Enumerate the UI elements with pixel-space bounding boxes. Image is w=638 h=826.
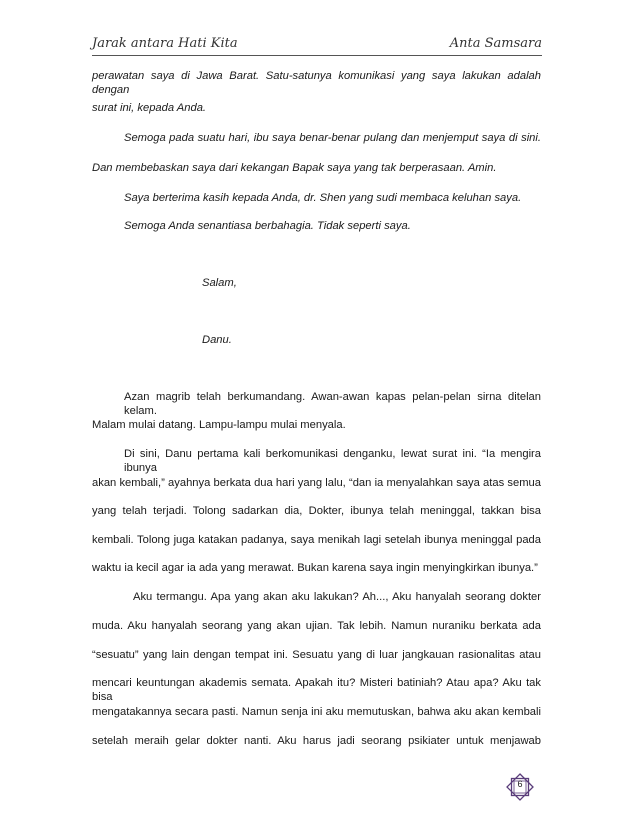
- body-line: yang telah terjadi. Tolong sadarkan dia, Dokter, ibunya telah meninggal, takkan bisa: [92, 505, 541, 517]
- body-line: mengatakannya secara pasti. Namun senja ini aku memutuskan, bahwa aku akan kembali: [92, 706, 541, 718]
- letter-signature: Danu.: [202, 334, 232, 346]
- body-line: surat ini, kepada Anda.: [92, 102, 207, 114]
- header-book-title: Jarak antara Hati Kita: [92, 36, 238, 51]
- body-line: Azan magrib telah berkumandang. Awan-awan kapas pelan-pelan sirna ditelan kelam.: [124, 391, 541, 417]
- header-author: Anta Samsara: [449, 36, 542, 51]
- body-line: Malam mulai datang. Lampu-lampu mulai menyala.: [92, 419, 346, 431]
- body-line: waktu ia kecil agar ia ada yang merawat. Bukan karena saya ingin menyingkirkan ibunya.”: [92, 562, 538, 574]
- body-line: Saya berterima kasih kepada Anda, dr. Shen yang sudi membaca keluhan saya.: [124, 192, 522, 204]
- body-line: setelah meraih gelar dokter nanti. Aku harus jadi seorang psikiater untuk menjawab: [92, 735, 541, 747]
- body-line: “sesuatu” yang lain dengan tempat ini. Sesuatu yang di luar jangkauan rasionalitas atau: [92, 649, 541, 661]
- body-line: perawatan saya di Jawa Barat. Satu-satunya komunikasi yang saya lakukan adalah dengan: [92, 70, 541, 96]
- body-line: muda. Aku hanyalah seorang yang akan ujian. Tak lebih. Namun nuraniku berkata ada: [92, 620, 541, 632]
- page-number: 6: [517, 779, 523, 789]
- body-line: kembali. Tolong juga katakan padanya, saya menikah lagi setelah ibunya meninggal pada: [92, 534, 541, 546]
- letter-closing: Salam,: [202, 277, 237, 289]
- body-line: Di sini, Danu pertama kali berkomunikasi denganku, lewat surat ini. “Ia mengira ibunya: [124, 448, 541, 474]
- body-line: akan kembali,” ayahnya berkata dua hari yang lalu, “dan ia menyalahkan saya atas semua: [92, 477, 541, 489]
- header-rule: [92, 55, 542, 56]
- body-line: Semoga pada suatu hari, ibu saya benar-benar pulang dan menjemput saya di sini.: [124, 132, 541, 144]
- body-line: Dan membebaskan saya dari kekangan Bapak saya yang tak berperasaan. Amin.: [92, 162, 497, 174]
- body-line: Aku termangu. Apa yang akan aku lakukan? Ah..., Aku hanyalah seorang dokter: [133, 591, 541, 603]
- running-header: [92, 36, 542, 56]
- body-line: Semoga Anda senantiasa berbahagia. Tidak seperti saya.: [124, 220, 411, 232]
- body-line: mencari keuntungan akademis semata. Apakah itu? Misteri batiniah? Atau apa? Aku tak bisa: [92, 677, 541, 703]
